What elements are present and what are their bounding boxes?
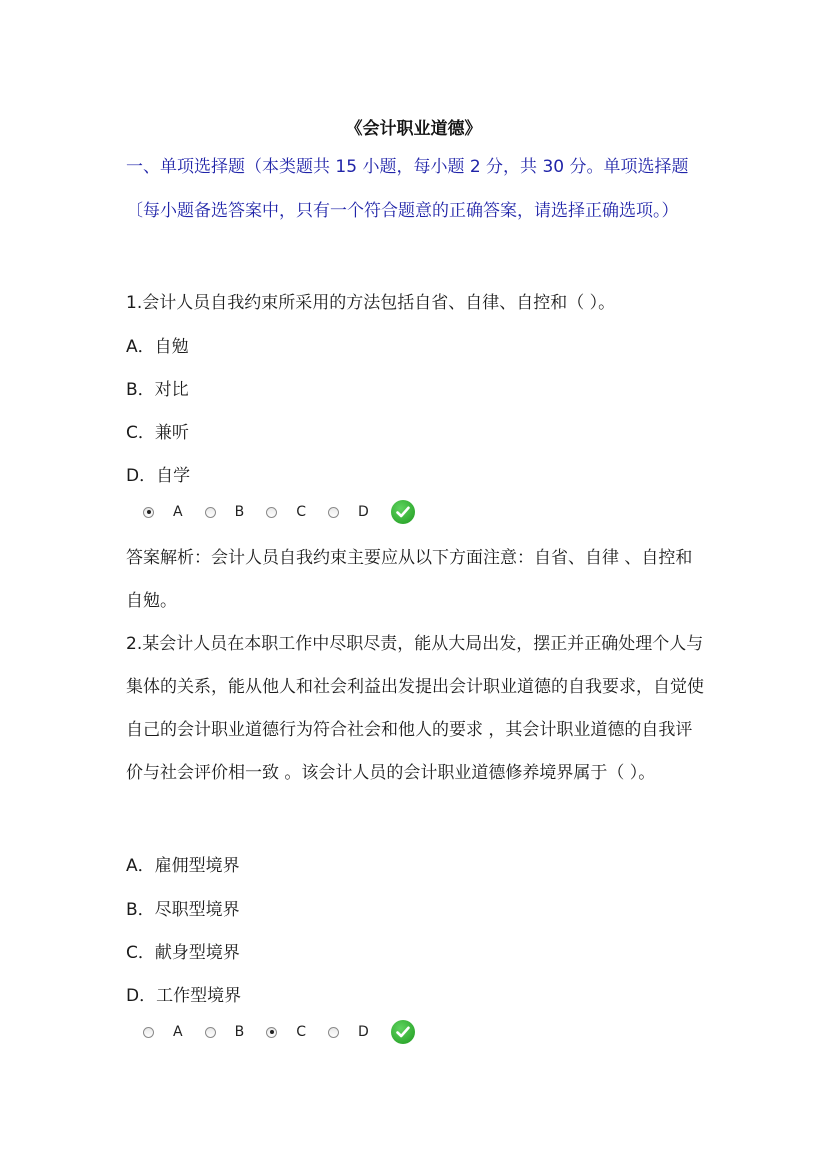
section-header: 一、单项选择题（本类题共 15 小题，每小题 2 分，共 30 分。单项选择题〔每小题备选答案中，只有一个符合题意的正确答案，请选择正确选项。）	[126, 157, 689, 221]
q2-option-c: C．献身型境界	[126, 943, 240, 963]
q1-radio-c[interactable]	[266, 507, 277, 518]
q1-correct-check-icon	[391, 500, 415, 524]
q2-answer-group	[143, 1020, 415, 1044]
q1-option-a: A．自勉	[126, 337, 189, 357]
q2-radio-a[interactable]	[143, 1027, 154, 1038]
q1-radio-d[interactable]	[328, 507, 339, 518]
q1-radio-b[interactable]	[205, 507, 216, 518]
q2-radio-label-a: A	[173, 1024, 183, 1040]
q1-radio-label-c: C	[296, 504, 306, 520]
q1-radio-option-a[interactable]	[143, 504, 183, 520]
q1-radio-label-d: D	[357, 504, 369, 520]
q1-explanation: 答案解析：会计人员自我约束主要应从以下方面注意：自省、自律 、自控和自勉。	[126, 548, 693, 611]
q1-radio-label-a: A	[173, 504, 183, 520]
q1-option-d: D．自学	[126, 466, 191, 486]
q1-answer-group	[143, 500, 415, 524]
q2-radio-option-d[interactable]	[328, 1024, 369, 1040]
q1-option-c: C．兼听	[126, 423, 189, 443]
question-1-stem: 1.会计人员自我约束所采用的方法包括自省、自律、自控和（ ）。	[126, 293, 616, 313]
question-2-stem: 2.某会计人员在本职工作中尽职尽责，能从大局出发，摆正并正确处理个人与集体的关系，能从他人和社会利益出发提出会计职业道德的自我要求，自觉使自己的会计职业道德行为符合社会和他人的要求 ，其会计职业道德的自我评价与社会评价相一致 。该会计人员的会计职业道德修养境界属于（ ）。	[126, 634, 704, 783]
q1-radio-option-c[interactable]	[266, 504, 306, 520]
q2-radio-label-b: B	[234, 1024, 245, 1040]
q2-radio-label-c: C	[296, 1024, 306, 1040]
q2-radio-option-a[interactable]	[143, 1024, 183, 1040]
q1-radio-label-b: B	[234, 504, 245, 520]
q2-radio-option-b[interactable]	[205, 1024, 245, 1040]
q2-option-d: D．工作型境界	[126, 986, 242, 1006]
q2-radio-c[interactable]	[266, 1027, 277, 1038]
q1-radio-option-b[interactable]	[205, 504, 245, 520]
q2-correct-check-icon	[391, 1020, 415, 1044]
q2-option-a: A．雇佣型境界	[126, 856, 240, 876]
q1-radio-a[interactable]	[143, 507, 154, 518]
q2-radio-b[interactable]	[205, 1027, 216, 1038]
q2-radio-label-d: D	[357, 1024, 369, 1040]
q2-radio-d[interactable]	[328, 1027, 339, 1038]
q1-option-b: B．对比	[126, 380, 189, 400]
document-title: 《会计职业道德》	[345, 119, 482, 139]
q2-radio-option-c[interactable]	[266, 1024, 306, 1040]
q1-radio-option-d[interactable]	[328, 504, 369, 520]
q2-option-b: B．尽职型境界	[126, 900, 240, 920]
